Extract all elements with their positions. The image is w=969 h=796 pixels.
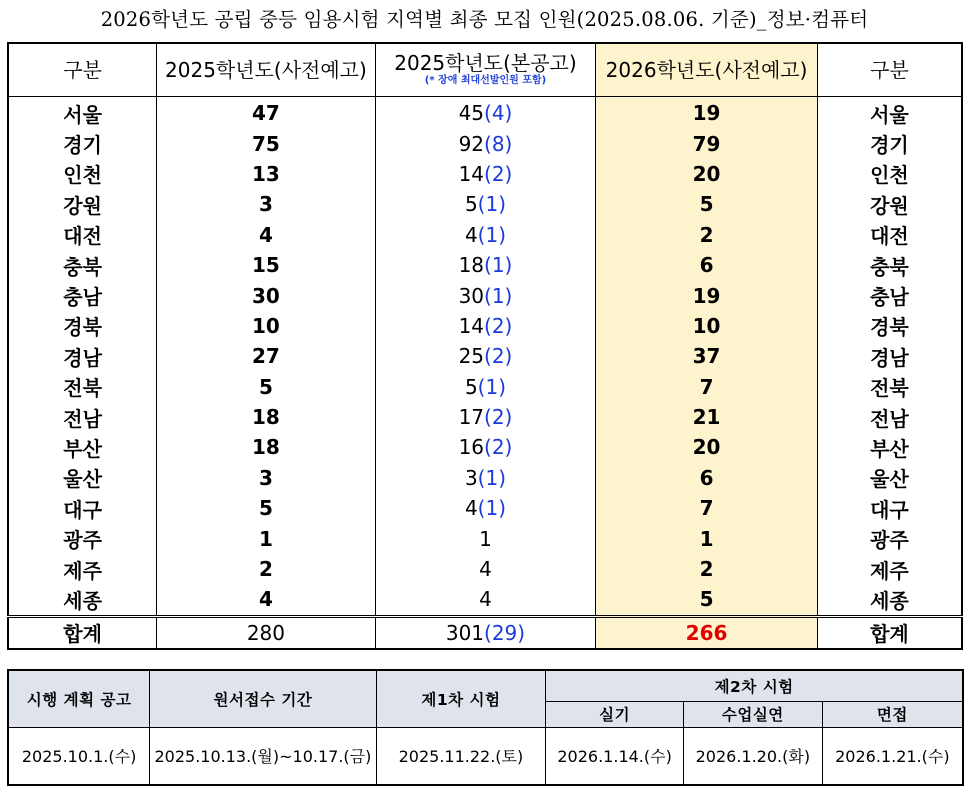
region-cell: 광주	[8, 523, 157, 553]
main2025-value: 4	[479, 587, 492, 612]
pre2025-cell: 13	[157, 159, 376, 189]
main2025-cell	[375, 220, 596, 250]
region-cell: 울산	[8, 463, 157, 493]
pre2026-value: 19	[692, 283, 721, 308]
sched-value-apply: 2025.10.13.(월)~10.17.(금)	[150, 727, 376, 785]
pre2026-cell	[596, 523, 818, 553]
pre2026-cell	[596, 554, 818, 584]
pre2026-value: 20	[692, 161, 721, 186]
pre2025-cell: 280	[157, 616, 376, 649]
main2025-cell	[375, 584, 596, 616]
pre2026-value: 1	[699, 526, 714, 551]
table-row	[8, 463, 962, 493]
main2025-value: 14	[458, 313, 485, 338]
table-row	[8, 402, 962, 432]
main2025-value: 14	[458, 161, 485, 186]
region-cell-right: 경기	[817, 128, 962, 158]
pre2026-value: 10	[692, 313, 721, 338]
pre2026-cell	[596, 372, 818, 402]
pre2025-cell: 27	[157, 341, 376, 371]
region-cell-right: 전남	[817, 402, 962, 432]
pre2025-cell: 4	[157, 220, 376, 250]
pre2026-cell	[596, 97, 818, 129]
region-cell-right: 합계	[817, 616, 962, 649]
main2025-cell	[375, 402, 596, 432]
header-2025-pre: 2025학년도(사전예고)	[157, 43, 376, 97]
main2025-cell	[375, 432, 596, 462]
region-cell-right: 인천	[817, 159, 962, 189]
pre2025-cell: 47	[157, 97, 376, 129]
main2025-value: 17	[458, 405, 485, 430]
pre2025-cell: 4	[157, 584, 376, 616]
table-row	[8, 432, 962, 462]
table-row	[8, 554, 962, 584]
header-2025-main-note: (* 장애 최대선발인원 포함)	[424, 75, 547, 87]
table-row	[8, 493, 962, 523]
header-2026-pre: 2026학년도(사전예고)	[596, 43, 818, 97]
sched-value-first: 2025.11.22.(토)	[376, 727, 546, 785]
table-row	[8, 189, 962, 219]
pre2026-cell	[596, 584, 818, 616]
pre2026-value: 79	[692, 131, 721, 156]
main2025-disabled-count: (1)	[484, 253, 513, 278]
region-cell: 전북	[8, 372, 157, 402]
main2025-value: 5	[464, 192, 478, 217]
region-cell-right: 서울	[817, 97, 962, 129]
main2025-cell	[375, 97, 596, 129]
region-cell-right: 전북	[817, 372, 962, 402]
main2025-disabled-count: (1)	[484, 283, 513, 308]
header-2025-main	[375, 43, 596, 97]
main2025-cell	[375, 341, 596, 371]
region-cell-right: 경북	[817, 311, 962, 341]
main2025-disabled-count: (1)	[477, 192, 507, 217]
table-row	[8, 128, 962, 158]
pre2026-cell	[596, 128, 818, 158]
main2025-disabled-count: (2)	[484, 405, 513, 430]
main2025-disabled-count: (4)	[484, 101, 513, 126]
region-cell-right: 경남	[817, 341, 962, 371]
main2025-cell	[375, 616, 596, 649]
region-cell-right: 강원	[817, 189, 962, 219]
pre2026-cell	[596, 493, 818, 523]
main2025-value: 45	[458, 101, 485, 126]
region-cell-right: 대구	[817, 493, 962, 523]
sched-value-demo: 2026.1.20.(화)	[683, 727, 822, 785]
main2025-disabled-count: (1)	[477, 374, 507, 399]
pre2025-cell: 75	[157, 128, 376, 158]
table-row	[8, 97, 962, 129]
pre2026-value: 6	[699, 465, 714, 490]
pre2025-cell: 18	[157, 432, 376, 462]
main2025-cell	[375, 250, 596, 280]
pre2025-cell: 18	[157, 402, 376, 432]
region-cell-right: 광주	[817, 523, 962, 553]
main2025-disabled-count: (2)	[484, 344, 513, 369]
header-2025-main-label: 2025학년도(본공고)	[394, 51, 577, 76]
main2025-value: 301	[445, 620, 485, 645]
main2025-disabled-count: (8)	[484, 131, 513, 156]
pre2025-cell: 1	[157, 523, 376, 553]
pre2025-cell: 30	[157, 280, 376, 310]
region-cell: 충북	[8, 250, 157, 280]
table-row	[8, 250, 962, 280]
pre2026-cell	[596, 189, 818, 219]
pre2026-cell	[596, 341, 818, 371]
region-cell: 세종	[8, 584, 157, 616]
pre2026-value: 5	[699, 587, 714, 612]
region-cell-right: 대전	[817, 220, 962, 250]
table-row	[8, 341, 962, 371]
pre2025-cell: 5	[157, 493, 376, 523]
pre2026-value: 266	[685, 620, 728, 645]
pre2026-value: 7	[699, 496, 714, 521]
region-cell-right: 충남	[817, 280, 962, 310]
sched-header-apply: 원서접수 기간	[150, 670, 376, 727]
region-cell: 합계	[8, 616, 157, 649]
header-region-right: 구분	[817, 43, 962, 97]
main2025-cell	[375, 554, 596, 584]
pre2026-value: 2	[699, 557, 714, 582]
pre2026-cell	[596, 280, 818, 310]
sched-value-plan: 2025.10.1.(수)	[8, 727, 150, 785]
region-cell: 대구	[8, 493, 157, 523]
main2025-value: 18	[458, 253, 485, 278]
pre2026-value: 6	[699, 253, 714, 278]
region-cell: 제주	[8, 554, 157, 584]
sched-header-interview: 면접	[822, 701, 963, 727]
main2025-cell	[375, 523, 596, 553]
pre2026-cell	[596, 220, 818, 250]
pre2025-cell: 5	[157, 372, 376, 402]
main2025-value: 4	[464, 222, 478, 247]
sched-header-plan: 시행 계획 공고	[8, 670, 150, 727]
pre2026-value: 7	[699, 374, 714, 399]
pre2025-cell: 2	[157, 554, 376, 584]
sched-value-interview: 2026.1.21.(수)	[822, 727, 963, 785]
main2025-value: 5	[464, 374, 478, 399]
region-cell: 경남	[8, 341, 157, 371]
region-cell: 경북	[8, 311, 157, 341]
region-cell-right: 제주	[817, 554, 962, 584]
main2025-cell	[375, 189, 596, 219]
main2025-value: 1	[479, 526, 492, 551]
pre2026-value: 5	[699, 192, 714, 217]
schedule-table	[7, 669, 964, 786]
sched-header-demo: 수업실연	[683, 701, 822, 727]
total-row	[8, 616, 962, 649]
pre2026-cell	[596, 432, 818, 462]
region-cell: 서울	[8, 97, 157, 129]
table-header-row	[8, 43, 962, 97]
pre2026-cell	[596, 159, 818, 189]
sched-header-practical: 실기	[546, 701, 684, 727]
sched-header-first: 제1차 시험	[376, 670, 546, 727]
main2025-value: 4	[464, 496, 478, 521]
table-row	[8, 584, 962, 616]
pre2026-cell	[596, 402, 818, 432]
pre2026-value: 2	[699, 222, 714, 247]
region-cell-right: 세종	[817, 584, 962, 616]
main2025-disabled-count: (1)	[477, 465, 507, 490]
pre2025-cell: 10	[157, 311, 376, 341]
main2025-disabled-count: (2)	[484, 313, 513, 338]
table-row	[8, 311, 962, 341]
main2025-disabled-count: (29)	[484, 620, 526, 645]
main2025-cell	[375, 159, 596, 189]
pre2026-cell	[596, 311, 818, 341]
region-cell-right: 충북	[817, 250, 962, 280]
pre2026-value: 37	[692, 344, 721, 369]
main2025-value: 25	[458, 344, 485, 369]
main2025-value: 4	[479, 557, 492, 582]
sched-value-practical: 2026.1.14.(수)	[546, 727, 684, 785]
region-cell-right: 울산	[817, 463, 962, 493]
region-cell: 강원	[8, 189, 157, 219]
main2025-disabled-count: (1)	[477, 222, 507, 247]
pre2026-value: 20	[692, 435, 721, 460]
pre2025-cell: 3	[157, 189, 376, 219]
region-cell: 대전	[8, 220, 157, 250]
region-cell: 인천	[8, 159, 157, 189]
region-cell: 전남	[8, 402, 157, 432]
main2025-cell	[375, 493, 596, 523]
main2025-disabled-count: (1)	[477, 496, 507, 521]
main2025-value: 92	[458, 131, 485, 156]
pre2025-cell: 3	[157, 463, 376, 493]
region-cell: 경기	[8, 128, 157, 158]
table-row	[8, 523, 962, 553]
recruitment-table	[7, 42, 963, 650]
page-title: 2026학년도 공립 중등 임용시험 지역별 최종 모집 인원(2025.08.06. 기준)_정보·컴퓨터	[100, 8, 869, 31]
main2025-disabled-count: (2)	[484, 435, 513, 460]
pre2026-value: 19	[692, 101, 721, 126]
sched-header-second: 제2차 시험	[546, 670, 963, 701]
table-row	[8, 372, 962, 402]
main2025-value: 30	[458, 283, 485, 308]
region-cell: 부산	[8, 432, 157, 462]
header-region: 구분	[8, 43, 157, 97]
pre2026-cell	[596, 463, 818, 493]
main2025-cell	[375, 372, 596, 402]
main2025-disabled-count: (2)	[484, 161, 513, 186]
main2025-value: 16	[458, 435, 485, 460]
main2025-cell	[375, 128, 596, 158]
region-cell-right: 부산	[817, 432, 962, 462]
region-cell: 충남	[8, 280, 157, 310]
main2025-cell	[375, 311, 596, 341]
pre2026-cell	[596, 616, 818, 649]
table-row	[8, 280, 962, 310]
main2025-cell	[375, 463, 596, 493]
table-row	[8, 159, 962, 189]
table-row	[8, 220, 962, 250]
main2025-cell	[375, 280, 596, 310]
main2025-value: 3	[464, 465, 478, 490]
pre2026-cell	[596, 250, 818, 280]
pre2026-value: 21	[692, 405, 721, 430]
pre2025-cell: 15	[157, 250, 376, 280]
